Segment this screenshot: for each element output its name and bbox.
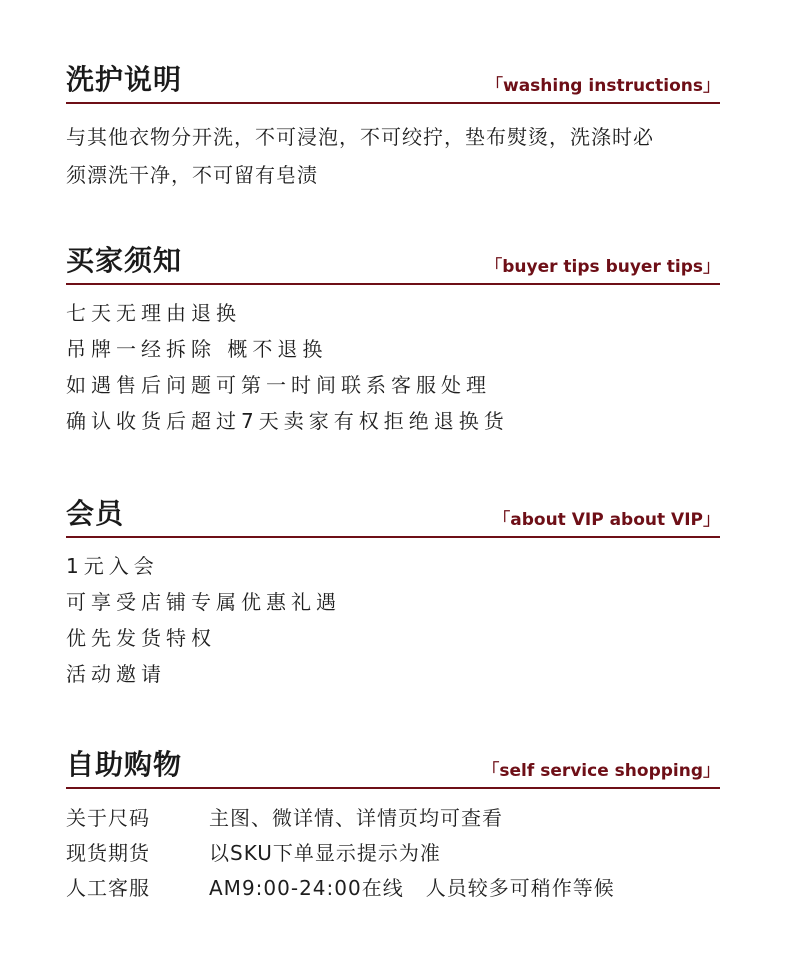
buyer-tips-section — [66, 233, 720, 439]
table-row — [66, 836, 720, 871]
self-service-divider — [66, 787, 720, 789]
list-item: 七天无理由退换 — [66, 301, 241, 325]
vip-section — [66, 486, 720, 692]
self-service-english-label: 「self service shopping」 — [482, 761, 720, 781]
self-service-title: 自助购物 — [66, 748, 183, 781]
washing-section — [66, 52, 720, 194]
list-item: 吊牌一经拆除 概不退换 — [66, 337, 328, 361]
list-item: 优先发货特权 — [66, 626, 216, 650]
vip-english-label: 「about VIP about VIP」 — [493, 510, 720, 530]
washing-english-label: 「washing instructions」 — [485, 76, 720, 96]
washing-line: 须漂洗干净，不可留有皂渍 — [66, 163, 318, 187]
table-row — [66, 801, 720, 836]
buyer-tips-list — [66, 295, 720, 439]
list-item: 可享受店铺专属优惠礼遇 — [66, 590, 341, 614]
buyer-tips-divider — [66, 283, 720, 285]
washing-title: 洗护说明 — [66, 63, 183, 96]
table-row — [66, 871, 720, 906]
washing-text — [66, 118, 720, 194]
row-value: AM9:00-24:00在线 人员较多可稍作等候 — [209, 876, 615, 900]
list-item: 1元入会 — [66, 554, 159, 578]
washing-header — [66, 52, 720, 104]
buyer-tips-title: 买家须知 — [66, 244, 183, 277]
self-service-section — [66, 737, 720, 906]
list-item: 活动邀请 — [66, 662, 166, 686]
row-key: 人工客服 — [66, 876, 150, 900]
vip-header — [66, 486, 720, 538]
row-value: 以SKU下单显示提示为准 — [209, 841, 441, 865]
washing-divider — [66, 102, 720, 104]
buyer-tips-header — [66, 233, 720, 285]
washing-line: 与其他衣物分开洗，不可浸泡，不可绞拧，垫布熨烫，洗涤时必 — [66, 125, 654, 149]
row-key: 关于尺码 — [66, 806, 150, 830]
self-service-table — [66, 801, 720, 906]
list-item: 如遇售后问题可第一时间联系客服处理 — [66, 373, 491, 397]
buyer-tips-english-label: 「buyer tips buyer tips」 — [485, 257, 720, 277]
vip-divider — [66, 536, 720, 538]
vip-list — [66, 548, 720, 692]
self-service-header — [66, 737, 720, 789]
vip-title: 会员 — [66, 497, 125, 530]
row-key: 现货期货 — [66, 841, 150, 865]
row-value: 主图、微详情、详情页均可查看 — [209, 806, 503, 830]
list-item: 确认收货后超过7天卖家有权拒绝退换货 — [66, 409, 509, 433]
